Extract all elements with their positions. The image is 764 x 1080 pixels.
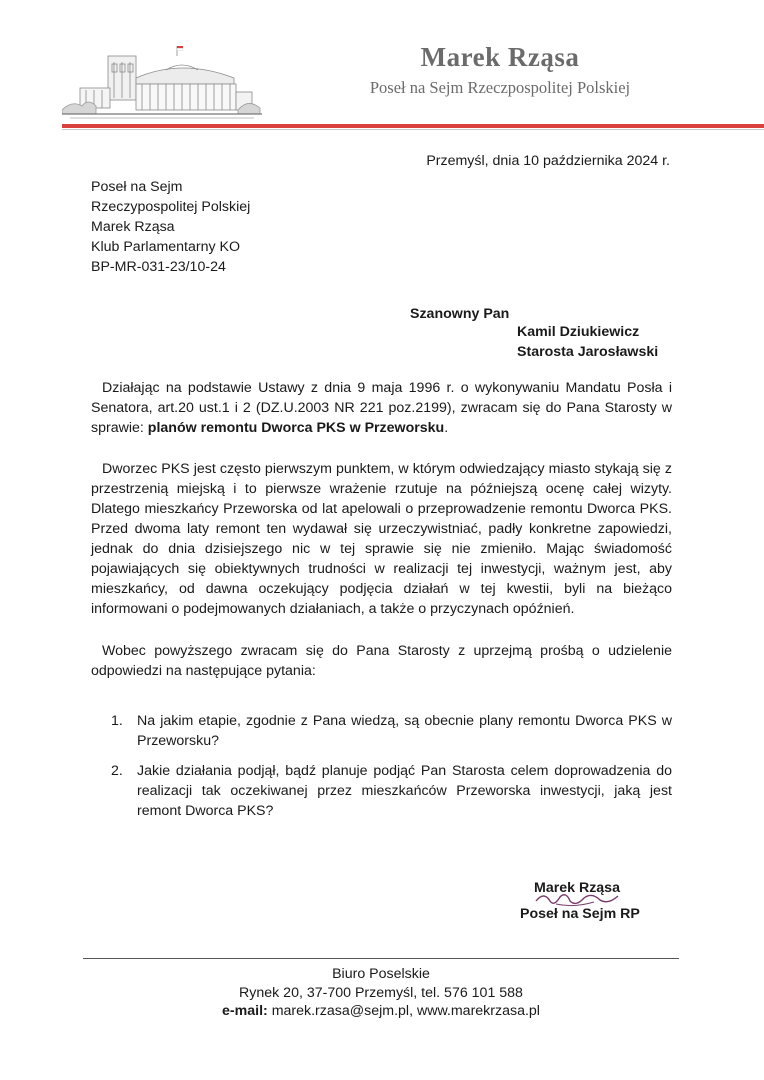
question-text: Jakie działania podjął, bądź planuje podjąć Pan Starosta celem doprowadzenia do realizacji tak oczekiwanej przez mieszkańców Przeworska inwestycji, jaką jest remont Dworca PKS?: [137, 763, 672, 819]
addressee-title: Starosta Jarosławski: [517, 344, 659, 360]
signature-title: Poseł na Sejm RP: [520, 906, 640, 922]
letterhead-name: Marek Rząsa: [420, 42, 580, 72]
body-paragraph-2: Dworzec PKS jest często pierwszym punktem, w którym odwiedzający miasto stykają się z przestrzenią miejską i to pierwsze wrażenie rzutuje na późniejszą ocenę całej wizyty. Dlatego mieszkańcy Przeworska od lat apelowali o przeprowadzenie remontu Dworca PKS. Przed dwoma laty remont ten wydawał się urzeczywistniać, padły konkretne zapowiedzi, jednak do dnia dzisiejszego nic w tej sprawie się nie zmieniło. Mając świadomość pojawiających się obiektywnych trudności w realizacji tej inwestycji, ważnym jest, aby mieszkańcy, od dawna oczekujący podjęcia działań w tej kwestii, byli na bieżąco informowani o podejmowanych działaniach, a także o przyczynach opóźnień.: [91, 461, 672, 617]
addressee-name: Kamil Dziukiewicz: [517, 324, 640, 340]
letterhead-red-rule: [62, 124, 764, 128]
footer-office: Biuro Poselskie: [332, 966, 430, 982]
footer-rule: [83, 958, 679, 959]
question-item: [111, 761, 672, 821]
sender-reference: BP-MR-031-23/10-24: [91, 259, 226, 275]
question-text: Na jakim etapie, zgodnie z Pana wiedzą, są obecnie plany remontu Dworca PKS w Przeworsku?: [137, 713, 672, 749]
body-paragraph-1-end: .: [444, 420, 449, 436]
questions-list: [111, 711, 672, 831]
footer-email-label: e-mail:: [222, 1003, 268, 1019]
footer-address: Rynek 20, 37-700 Przemyśl, tel. 576 101 588: [239, 985, 523, 1001]
addressee-greeting: Szanowny Pan: [410, 306, 510, 322]
question-number: 2.: [111, 763, 123, 779]
sender-line: Marek Rząsa: [91, 219, 175, 235]
sender-line: Poseł na Sejm: [91, 179, 183, 195]
body-paragraph-3: Wobec powyższego zwracam się do Pana Starosty z uprzejmą prośbą o udzielenie odpowiedzi na następujące pytania:: [91, 643, 672, 679]
footer-contact: [83, 1002, 679, 1021]
letterhead-grey-rule: [62, 129, 764, 130]
question-number: 1.: [111, 713, 123, 729]
sender-line: Klub Parlamentarny KO: [91, 239, 241, 255]
letter-date: Przemyśl, dnia 10 października 2024 r.: [426, 153, 670, 169]
sejm-building-logo: [62, 44, 262, 128]
body-paragraph-1-text: Działając na podstawie Ustawy z dnia 9 maja 1996 r. o wykonywaniu Mandatu Posła i Senatora, art.20 ust.1 i 2 (DZ.U.2003 NR 221 poz.2199), zwracam się do Pana Starosty w sprawie:: [91, 380, 672, 436]
signature-name: Marek Rząsa: [534, 880, 620, 896]
sender-block: [91, 177, 250, 277]
body-paragraph-1: [91, 378, 672, 438]
footer-email-links: marek.rzasa@sejm.pl, www.marekrzasa.pl: [267, 1003, 540, 1019]
letterhead-subtitle: Poseł na Sejm Rzeczpospolitej Polskiej: [369, 78, 631, 97]
body-subject-bold: planów remontu Dworca PKS w Przeworsku: [147, 420, 445, 436]
question-item: [111, 711, 672, 751]
sender-line: Rzeczypospolitej Polskiej: [91, 199, 251, 215]
